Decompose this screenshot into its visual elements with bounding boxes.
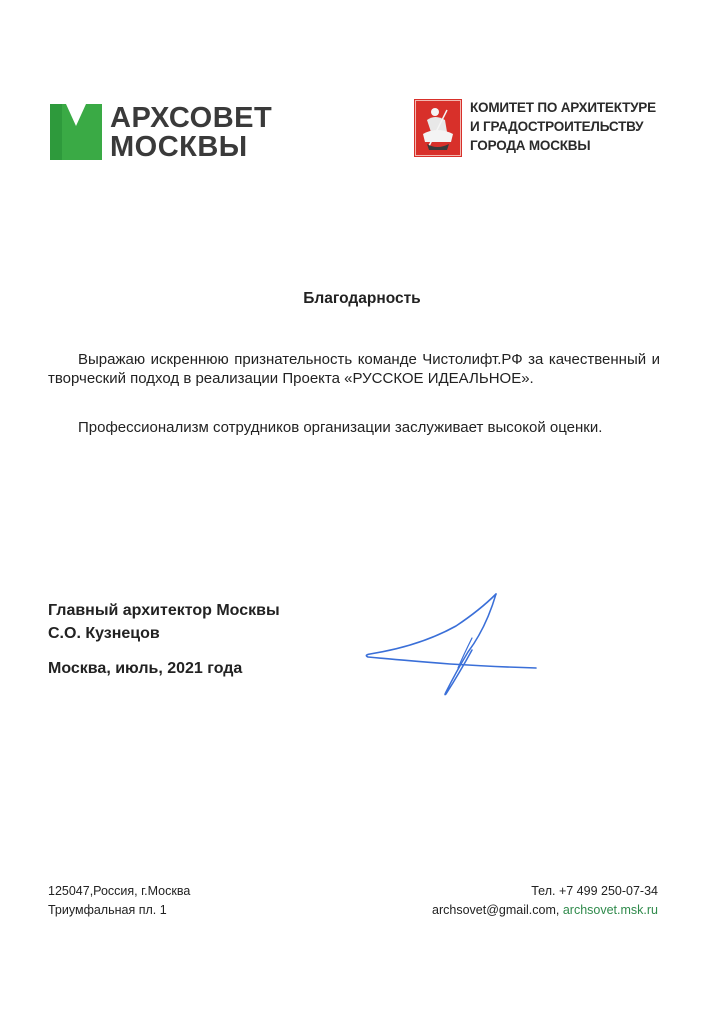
footer-contacts bbox=[432, 882, 658, 920]
committee-logo-line2: И ГРАДОСТРОИТЕЛЬСТВУ bbox=[470, 119, 644, 134]
committee-logo-line1: КОМИТЕТ ПО АРХИТЕКТУРЕ bbox=[470, 100, 656, 115]
archsovet-logo bbox=[50, 102, 290, 162]
signatory-position: Главный архитектор Москвы bbox=[48, 602, 280, 619]
archsovet-m-mark-icon bbox=[50, 104, 102, 160]
signatory-name: С.О. Кузнецов bbox=[48, 625, 160, 642]
address-line-2: Триумфальная пл. 1 bbox=[48, 903, 167, 917]
committee-logo bbox=[413, 98, 663, 162]
handwritten-signature-icon bbox=[360, 588, 550, 703]
website-link[interactable]: archsovet.msk.ru bbox=[562, 903, 658, 917]
email-address: archsovet@gmail.com, bbox=[432, 903, 560, 917]
phone-number: Тел. +7 499 250-07-34 bbox=[531, 884, 658, 898]
footer-address bbox=[48, 882, 190, 920]
place-and-date: Москва, июль, 2021 года bbox=[48, 660, 243, 677]
archsovet-logo-line1: АРХСОВЕТ bbox=[110, 102, 273, 134]
letter-title: Благодарность bbox=[303, 290, 421, 307]
moscow-coat-of-arms-icon bbox=[413, 98, 463, 158]
letter-paragraph-1: Выражаю искреннюю признательность команде Чистолифт.РФ за качественный и творческий подход в реализации Проекта «РУССКОЕ ИДЕАЛЬНОЕ». bbox=[48, 351, 660, 387]
signatory-block bbox=[48, 599, 280, 645]
address-line-1: 125047,Россия, г.Москва bbox=[48, 884, 191, 898]
contacts-line bbox=[432, 901, 658, 920]
archsovet-logo-line2: МОСКВЫ bbox=[110, 131, 248, 163]
letter-paragraph-2: Профессионализм сотрудников организации заслуживает высокой оценки. bbox=[78, 419, 603, 436]
committee-logo-line3: ГОРОДА МОСКВЫ bbox=[470, 138, 591, 153]
